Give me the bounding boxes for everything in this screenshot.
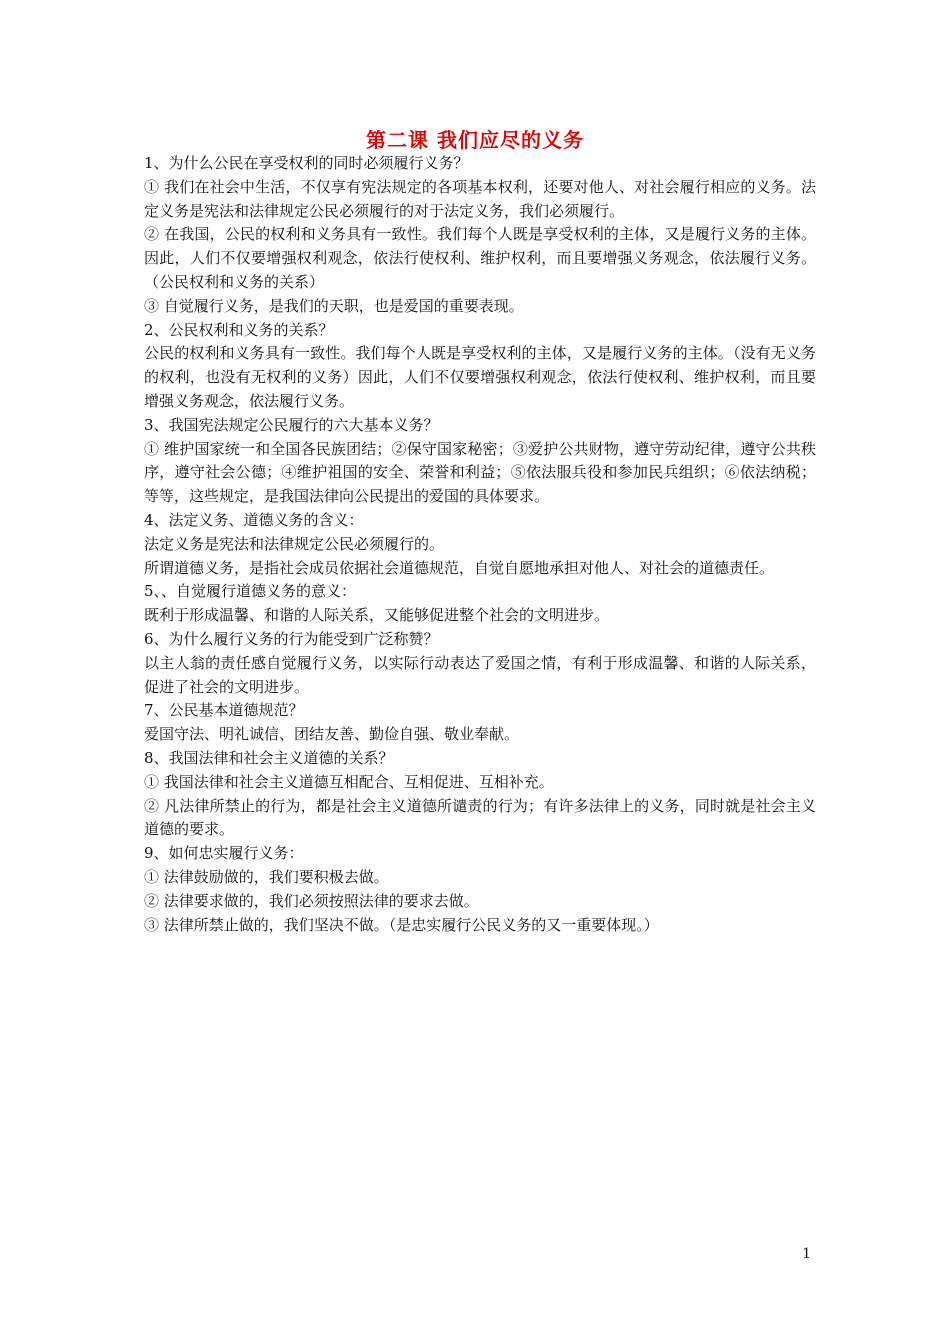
question-6: 6、为什么履行义务的行为能受到广泛称赞？ <box>144 629 439 648</box>
page-number: 1 <box>802 1246 811 1262</box>
answer-9-point-3: ③ 法律所禁止做的，我们坚决不做。（是忠实履行公民义务的又一重要体现。） <box>144 915 659 934</box>
answer-1-point-1: ① 我们在社会中生活，不仅享有宪法规定的各项基本权利，还要对他人、对社会履行相应的义务。法定义务是宪法和法律规定公民必须履行的对于法定义务，我们必须履行。 <box>144 177 816 220</box>
answer-8-point-1: ① 我国法律和社会主义道德互相配合、互相促进、互相补充。 <box>144 772 554 791</box>
question-9: 9、如何忠实履行义务： <box>144 844 304 863</box>
answer-4-moral: 所谓道德义务，是指社会成员依据社会道德规范，自觉自愿地承担对他人、对社会的道德责任。 <box>144 558 775 577</box>
answer-6: 以主人翁的责任感自觉履行义务，以实际行动表达了爱国之情，有利于形成温馨、和谐的人际关系，促进了社会的文明进步。 <box>144 653 816 696</box>
answer-9-point-2: ② 法律要求做的，我们必须按照法律的要求去做。 <box>144 891 479 910</box>
answer-1-point-2: ② 在我国，公民的权利和义务具有一致性。我们每个人既是享受权利的主体，又是履行义务的主体。因此，人们不仅要增强权利观念，依法行使权利、维护权利，而且要增强义务观念，依法履行义务。（公民权利和义务的关系） <box>144 225 816 291</box>
question-3: 3、我国宪法规定公民履行的六大基本义务？ <box>144 415 439 434</box>
answer-2: 公民的权利和义务具有一致性。我们每个人既是享受权利的主体，又是履行义务的主体。（没有无义务的权利，也没有无权利的义务）因此，人们不仅要增强权利观念，依法行使权利、维护权利，而且要增强义务观念，依法履行义务。 <box>144 344 816 410</box>
answer-3: ① 维护国家统一和全国各民族团结；②保守国家秘密；③爱护公共财物，遵守劳动纪律，遵守公共秩序，遵守社会公德；④维护祖国的安全、荣誉和利益；⑤依法服兵役和参加民兵组织；⑥依法纳税；等等，这些规定，是我国法律向公民提出的爱国的具体要求。 <box>144 439 816 506</box>
answer-5: 既利于形成温馨、和谐的人际关系，又能够促进整个社会的文明进步。 <box>144 606 610 625</box>
question-4: 4、法定义务、道德义务的含义： <box>144 510 364 529</box>
body-text <box>144 152 816 937</box>
answer-9-point-1: ① 法律鼓励做的，我们要积极去做。 <box>144 867 389 886</box>
question-7: 7、公民基本道德规范？ <box>144 701 304 720</box>
page-title: 第二课 我们应尽的义务 <box>366 128 584 152</box>
question-2: 2、公民权利和义务的关系？ <box>144 320 334 339</box>
question-5: 5、、自觉履行道德义务的意义： <box>144 582 357 601</box>
question-1: 1、为什么公民在享受权利的同时必须履行义务？ <box>144 154 469 172</box>
question-8: 8、我国法律和社会主义道德的关系？ <box>144 748 394 767</box>
answer-4-legal: 法定义务是宪法和法律规定公民必须履行的。 <box>144 534 445 553</box>
answer-8-point-2: ② 凡法律所禁止的行为，都是社会主义道德所谴责的行为；有许多法律上的义务，同时就是社会主义道德的要求。 <box>144 796 816 839</box>
answer-1-point-3: ③ 自觉履行义务，是我们的天职，也是爱国的重要表现。 <box>144 296 524 315</box>
answer-7: 爱国守法、明礼诚信、团结友善、勤俭自强、敬业奉献。 <box>144 725 520 744</box>
